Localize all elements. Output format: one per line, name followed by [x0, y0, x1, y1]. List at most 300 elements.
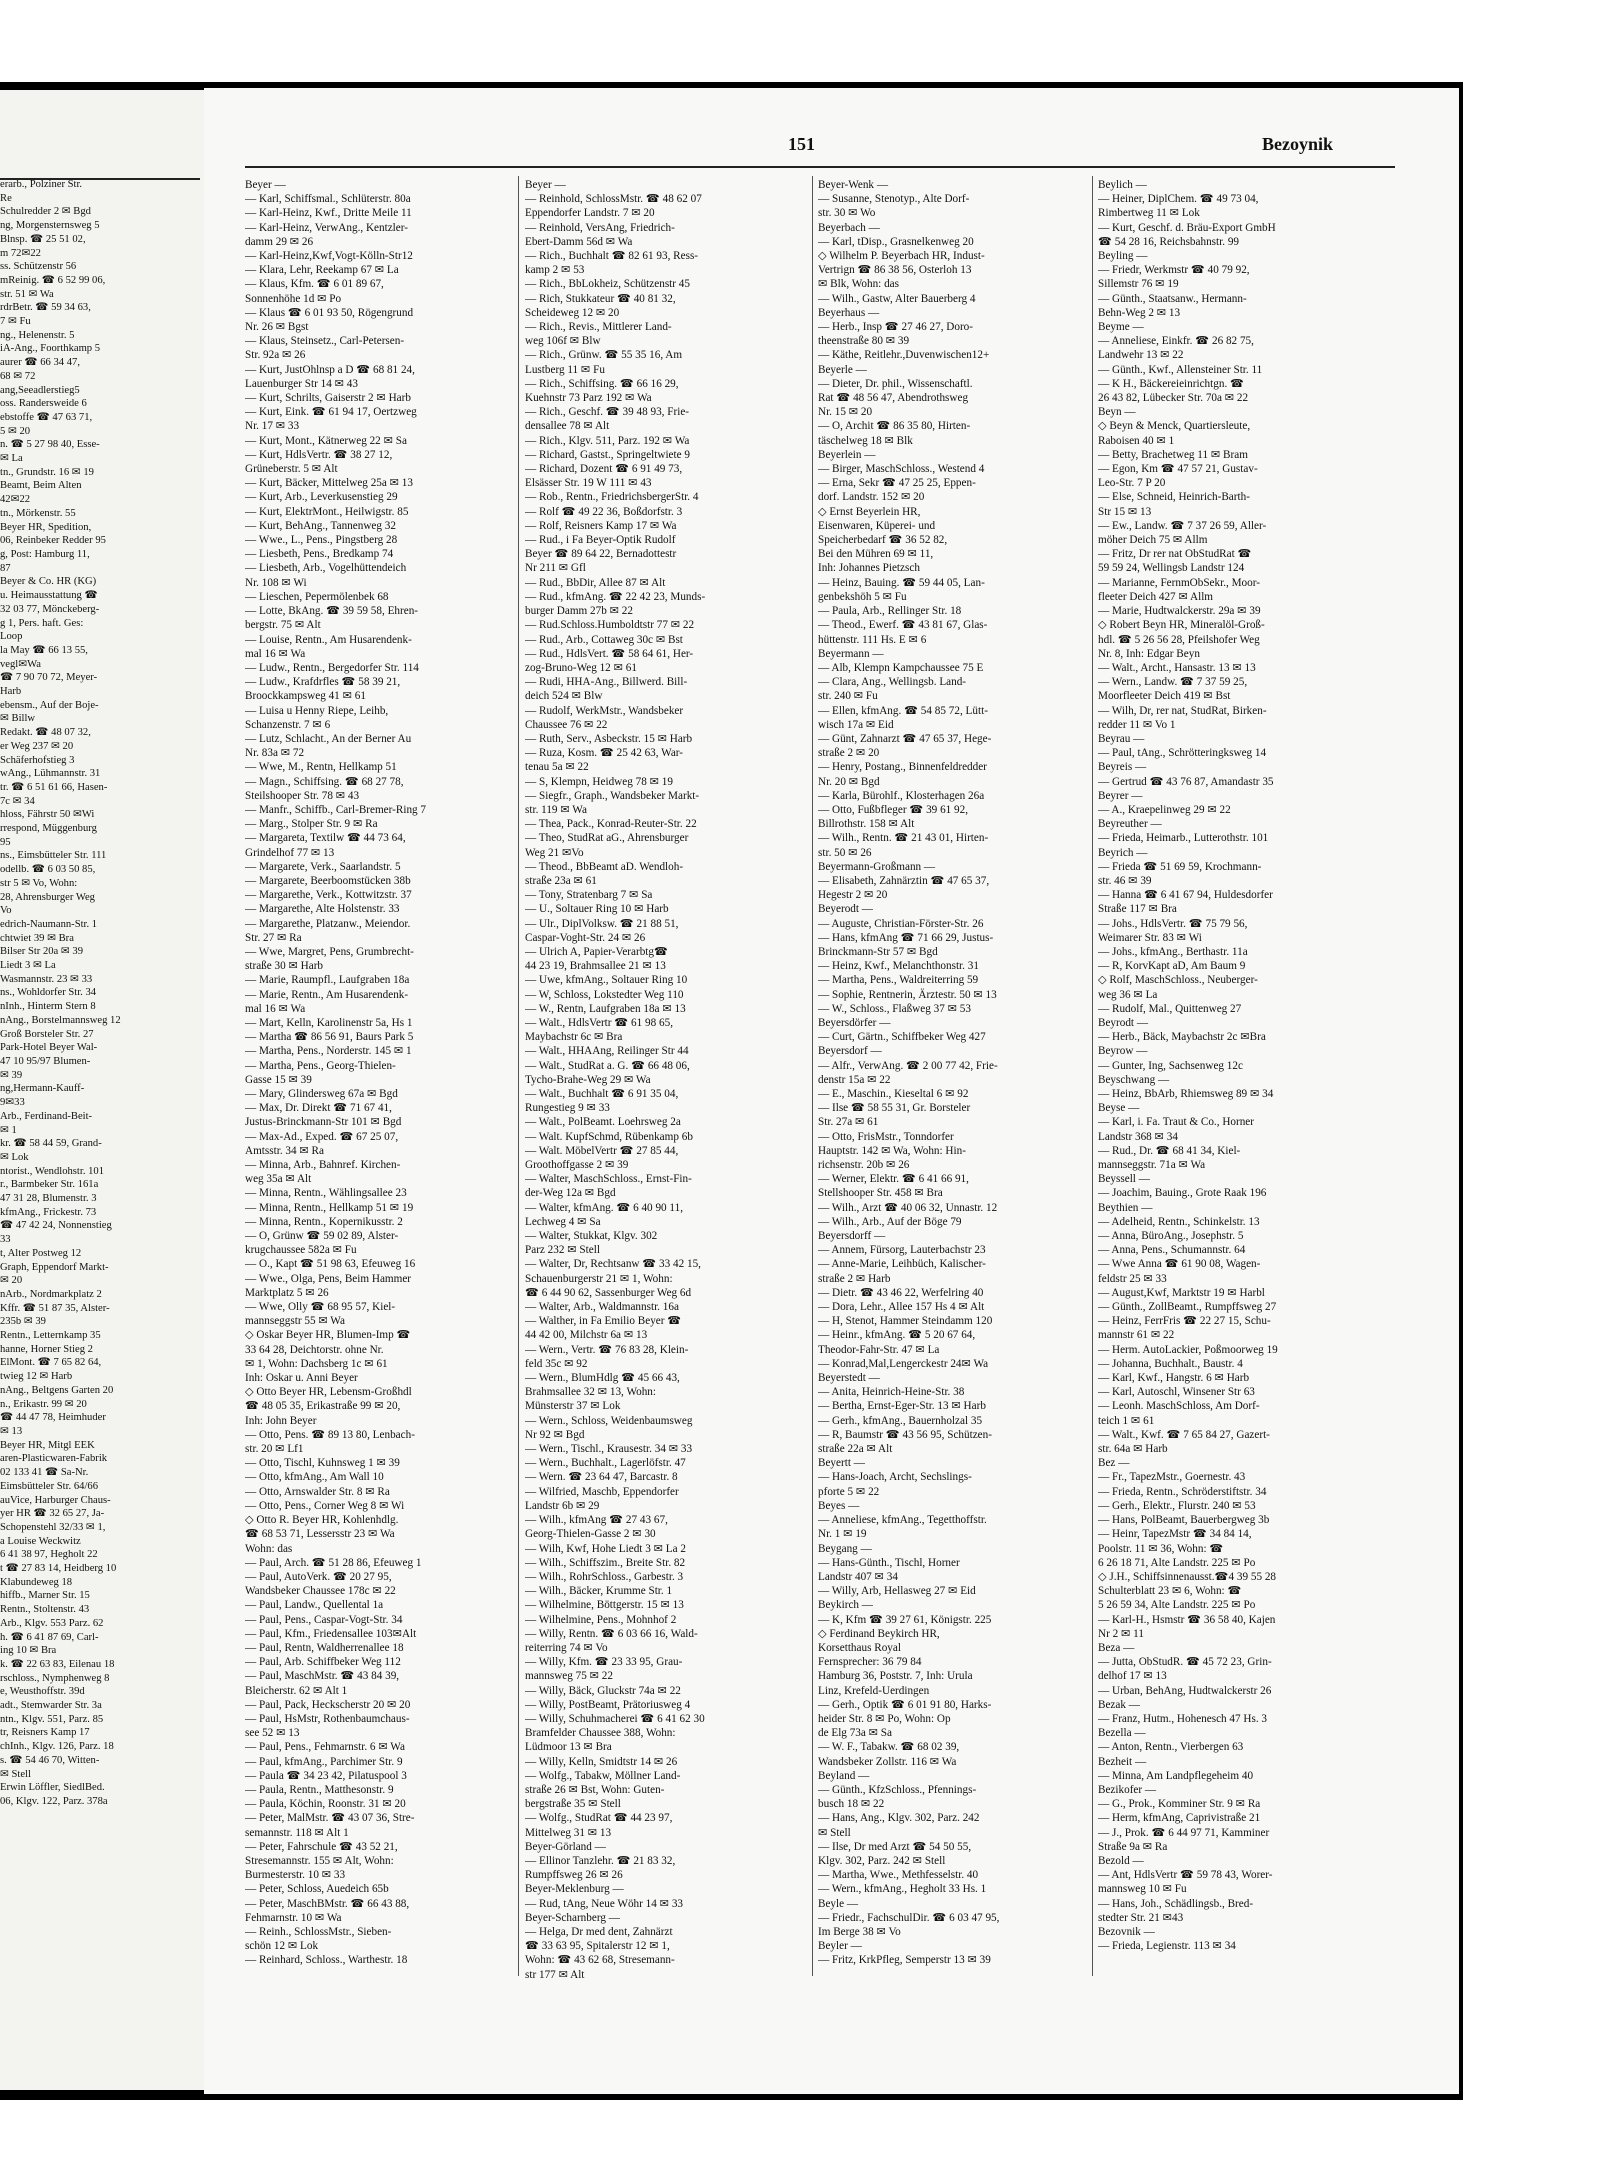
left-page-line: vegl✉Wa: [0, 658, 41, 670]
directory-entry-line: Beyer-Görland —: [525, 1840, 606, 1853]
directory-entry-line: — Margarethe, Platzanw., Meiendor.: [245, 917, 411, 930]
directory-entry-line: Nr. 1 ✉ 19: [818, 1528, 867, 1541]
directory-entry-line: Hauptstr. 142 ✉ Wa, Wohn: Hin-: [818, 1144, 966, 1157]
column-divider: [812, 176, 813, 1976]
directory-entry-line: — Walt., HdlsVertr ☎ 61 98 65,: [525, 1016, 673, 1029]
header-rule: [245, 166, 1395, 168]
directory-entry-line: de Elg 73a ✉ Sa: [818, 1727, 892, 1740]
directory-entry-line: — Anna, Pens., Schumannstr. 64: [1098, 1244, 1246, 1257]
left-page-line: Park-Hotel Beyer Wal-: [0, 1042, 98, 1054]
directory-entry-line: — Rich., Schiffsing. ☎ 66 16 29,: [525, 377, 679, 390]
directory-entry-line: richsenstr. 20b ✉ 26: [818, 1159, 910, 1172]
left-page-fragment: [0, 90, 215, 2090]
page-headword: Bezoynik: [1262, 134, 1334, 154]
directory-entry-line: — Heinr., kfmAng. ☎ 5 20 67 64,: [818, 1329, 976, 1342]
directory-entry-line: — Karla, Bürohlf., Klosterhagen 26a: [818, 789, 985, 802]
directory-entry-line: — Lieschen, Pepermölenbek 68: [245, 590, 389, 603]
left-page-line: 6 41 38 97, Hegholt 22: [0, 1549, 98, 1561]
directory-entry-line: — Wwe., Olga, Pens, Beim Hammer: [245, 1272, 412, 1285]
directory-entry-line: ✉ Stell: [818, 1826, 851, 1839]
directory-entry-line: Beyme —: [1098, 321, 1144, 334]
directory-entry-line: — Peter, MalMstr. ☎ 43 07 36, Stre-: [245, 1812, 415, 1825]
directory-entry-line: Wandsbeker Zollstr. 116 ✉ Wa: [818, 1755, 957, 1768]
left-page-line: Schulredder 2 ✉ Bgd: [0, 206, 91, 218]
directory-entry-line: Nr. 26 ✉ Bgst: [245, 321, 309, 334]
directory-entry-line: Schanzenstr. 7 ✉ 6: [245, 718, 331, 731]
directory-entry-line: — Frieda ☎ 51 69 59, Krochmann-: [1098, 860, 1262, 873]
directory-entry-line: — Rud., HdlsVert. ☎ 58 64 61, Her-: [525, 647, 694, 660]
directory-entry-line: — Wilh., kfmAng ☎ 27 43 67,: [525, 1514, 668, 1527]
directory-entry-line: Fehmarnstr. 10 ✉ Wa: [245, 1911, 342, 1924]
directory-entry-line: — Rud., Dr. ☎ 68 41 34, Kiel-: [1098, 1144, 1241, 1157]
directory-entry-line: — Willy, Arb, Hellasweg 27 ✉ Eid: [818, 1585, 976, 1598]
directory-entry-line: — Martha, Pens., Waldreiterring 59: [818, 974, 979, 987]
left-page-line: ang,Seeadlerstieg5: [0, 384, 80, 396]
directory-entry-line: — Fritz, Dr rer nat ObStudRat ☎: [1098, 548, 1252, 561]
directory-entry-line: — Reinhard, Schloss., Warthestr. 18: [245, 1954, 408, 1967]
directory-entry-line: denstr 15a ✉ 22: [818, 1073, 891, 1086]
directory-entry-line: — Franz, Hutm., Hohenesch 47 Hs. 3: [1098, 1712, 1268, 1725]
directory-entry-line: — A., Kraepelinweg 29 ✉ 22: [1098, 803, 1231, 816]
directory-entry-line: Brinckmann-Str 57 ✉ Bgd: [818, 945, 938, 958]
directory-entry-line: Beyer-Meklenburg —: [525, 1883, 624, 1896]
directory-entry-line: — Reinh., SchlossMstr., Sieben-: [245, 1925, 392, 1938]
directory-entry-line: straße 30 ✉ Harb: [245, 960, 324, 973]
directory-entry-line: — Karl, Autoschl, Winsener Str 63: [1098, 1386, 1255, 1399]
directory-entry-line: — August,Kwf, Marktstr 19 ✉ Harbl: [1098, 1286, 1265, 1299]
directory-entry-line: ☎ 48 05 35, Erikastraße 99 ✉ 20,: [245, 1400, 401, 1413]
directory-entry-line: — Willy, Kelln, Smidtstr 14 ✉ 26: [525, 1755, 678, 1768]
directory-entry-line: — Wilh, Kwf, Hohe Liedt 3 ✉ La 2: [525, 1542, 686, 1555]
left-page-line: Redakt. ☎ 48 07 32,: [0, 727, 91, 739]
directory-entry-line: — Wern., Schloss, Weidenbaumsweg: [525, 1414, 693, 1427]
directory-entry-line: Bezold —: [1098, 1854, 1144, 1867]
directory-entry-line: — Fr., TapezMstr., Goernestr. 43: [1098, 1471, 1246, 1484]
directory-entry-line: straße 26 ✉ Bst, Wohn: Guten-: [525, 1783, 665, 1796]
directory-entry-line: Weimarer Str. 83 ✉ Wi: [1098, 931, 1202, 944]
directory-entry-line: feld 35c ✉ 92: [525, 1357, 588, 1370]
directory-entry-line: Landwehr 13 ✉ 22: [1098, 349, 1184, 362]
directory-entry-line: — Marianne, FernmObSekr., Moor-: [1098, 576, 1260, 589]
left-page-line: Liedt 3 ✉ La: [0, 960, 56, 972]
directory-entry-line: — Max, Dr. Direkt ☎ 71 67 41,: [245, 1102, 392, 1115]
directory-entry-line: — Wern., Tischl., Krausestr. 34 ✉ 33: [525, 1443, 693, 1456]
left-page-line: ng,Hermann-Kauff-: [0, 1083, 85, 1095]
directory-entry-line: Korsetthaus Royal: [818, 1641, 901, 1654]
directory-entry-line: Beyersdorf —: [818, 1045, 882, 1058]
directory-entry-line: Stresemannstr. 155 ✉ Alt, Wohn:: [245, 1854, 394, 1867]
directory-entry-line: — Willy, Bäck, Gluckstr 74a ✉ 22: [525, 1684, 681, 1697]
left-page-line: a Louise Weckwitz: [0, 1535, 81, 1547]
directory-entry-line: — Wwe Anna ☎ 61 90 08, Wagen-: [1098, 1258, 1261, 1271]
directory-entry-line: — Susanne, Stenotyp., Alte Dorf-: [818, 193, 970, 206]
directory-entry-line: Groothoffgasse 2 ✉ 39: [525, 1159, 629, 1172]
directory-entry-line: — Kurt, ElektrMont., Heilwigstr. 85: [245, 505, 409, 518]
directory-entry-line: — Dietr. ☎ 43 46 22, Werfelring 40: [818, 1286, 984, 1299]
directory-entry-line: ☎ 33 63 95, Spitalerstr 12 ✉ 1,: [525, 1940, 670, 1953]
directory-entry-line: 44 23 19, Brahmsallee 21 ✉ 13: [525, 960, 666, 973]
directory-entry-line: genbekshöh 5 ✉ Fu: [818, 590, 907, 603]
directory-entry-line: — Karl-H., Hsmstr ☎ 36 58 40, Kajen: [1098, 1613, 1276, 1626]
directory-entry-line: — Walter, Stukkat, Klgv. 302: [525, 1230, 658, 1243]
directory-entry-line: redder 11 ✉ Vo 1: [1098, 718, 1176, 731]
left-page-line: ✉ Stell: [0, 1768, 31, 1780]
directory-entry-line: — Gerh., Elektr., Flurstr. 240 ✉ 53: [1098, 1499, 1256, 1512]
directory-entry-line: — Wilfried, Maschb, Eppendorfer: [525, 1485, 679, 1498]
left-page-line: Eimsbütteler Str. 64/66: [0, 1480, 98, 1492]
left-page-line: ✉ 13: [0, 1425, 23, 1437]
directory-entry-line: — Kurt, Eink. ☎ 61 94 17, Oertzweg: [245, 406, 417, 419]
directory-entry-line: — Rolf, Reisners Kamp 17 ✉ Wa: [525, 519, 677, 532]
directory-entry-line: Landstr 407 ✉ 34: [818, 1570, 898, 1583]
directory-entry-line: delhof 17 ✉ 13: [1098, 1670, 1167, 1683]
directory-entry-line: Georg-Thielen-Gasse 2 ✉ 30: [525, 1528, 656, 1541]
directory-entry-line: — Gerh., kfmAng., Bauernholzal 35: [818, 1414, 983, 1427]
directory-entry-line: straße 23a ✉ 61: [525, 874, 597, 887]
directory-entry-line: — Paul, HsMstr, Rothenbaumchaus-: [245, 1712, 410, 1725]
directory-entry-line: Bezikofer —: [1098, 1783, 1157, 1796]
directory-entry-line: — Margareta, Textilw ☎ 44 73 64,: [245, 832, 406, 845]
directory-entry-line: — Günt, Zahnarzt ☎ 47 65 37, Hege-: [818, 732, 992, 745]
directory-entry-line: — Günth., Kwf., Allensteiner Str. 11: [1098, 363, 1263, 376]
directory-entry-line: — Rolf ☎ 49 22 36, Boßdorfstr. 3: [525, 505, 683, 518]
left-page-line: Re: [0, 192, 12, 204]
left-page-line: twieg 12 ✉ Harb: [0, 1371, 73, 1383]
left-page-line: Beamt, Beim Alten: [0, 480, 82, 492]
left-page-line: Schopenstehl 32/33 ✉ 1,: [0, 1521, 106, 1533]
directory-entry-line: Tycho-Brahe-Weg 29 ✉ Wa: [525, 1073, 651, 1086]
directory-entry-line: — Hanna ☎ 6 41 67 94, Huldesdorfer: [1098, 889, 1273, 902]
left-page-line: n. ☎ 5 27 98 40, Esse-: [0, 439, 100, 451]
directory-column-3: [818, 178, 1073, 1978]
directory-entry-line: — K, Kfm ☎ 39 27 61, Königstr. 225: [818, 1613, 992, 1626]
directory-entry-line: — W., Schloss., Flaßweg 37 ✉ 53: [818, 1002, 971, 1015]
directory-entry-line: — Ellen, kfmAng. ☎ 54 85 72, Lütt-: [818, 704, 988, 717]
directory-entry-line: — Wilh., Bäcker, Krumme Str. 1: [525, 1585, 673, 1598]
directory-entry-line: — Frieda, Heimarb., Lutterothstr. 101: [1098, 832, 1269, 845]
directory-entry-line: — Else, Schneid, Heinrich-Barth-: [1098, 491, 1250, 504]
directory-entry-line: Straße 117 ✉ Bra: [1098, 903, 1177, 916]
left-page-line: aurer ☎ 66 34 47,: [0, 357, 80, 369]
directory-entry-line: — Liesbeth, Pens., Bredkamp 74: [245, 548, 394, 561]
directory-entry-line: — Walter, kfmAng. ☎ 6 40 90 11,: [525, 1201, 684, 1214]
directory-entry-line: — Wilh, Dr, rer nat, StudRat, Birken-: [1098, 704, 1267, 717]
directory-entry-line: — Rich., Klgv. 511, Parz. 192 ✉ Wa: [525, 434, 690, 447]
directory-entry-line: — Heiner, DiplChem. ☎ 49 73 04,: [1098, 193, 1259, 206]
directory-entry-line: — Martha, Pens., Norderstr. 145 ✉ 1: [245, 1045, 412, 1058]
directory-entry-line: fleeter Deich 427 ✉ Allm: [1098, 590, 1213, 603]
directory-entry-line: — Thea, Pack., Konrad-Reuter-Str. 22: [525, 818, 697, 831]
left-page-line: ✉ 1: [0, 1124, 17, 1136]
directory-entry-line: ☎ 68 53 71, Lessersstr 23 ✉ Wa: [245, 1528, 395, 1541]
left-page-line: str. 51 ✉ Wa: [0, 288, 54, 300]
directory-entry-line: — Heinz, Bauing. ☎ 59 44 05, Lan-: [818, 576, 985, 589]
directory-entry-line: feldstr 25 ✉ 33: [1098, 1272, 1167, 1285]
directory-entry-line: — Mary, Glindersweg 67a ✉ Bgd: [245, 1088, 398, 1100]
left-page-line: Graph, Eppendorf Markt-: [0, 1261, 109, 1273]
directory-entry-line: Str. 27 ✉ Ra: [245, 931, 302, 944]
directory-entry-line: — W. F., Tabakw. ☎ 68 02 39,: [818, 1741, 960, 1754]
directory-entry-line: Klgv. 302, Parz. 242 ✉ Stell: [818, 1854, 946, 1867]
directory-entry-line: — Ellinor Tanzlehr. ☎ 21 83 32,: [525, 1854, 676, 1867]
directory-entry-line: Maybachstr 6c ✉ Bra: [525, 1031, 623, 1044]
directory-entry-line: — Rudolf, WerkMstr., Wandsbeker: [525, 704, 684, 717]
directory-entry-line: — Walter, Arb., Waldmannstr. 16a: [525, 1301, 679, 1314]
left-page-line: tr. ☎ 6 51 61 66, Hasen-: [0, 781, 108, 793]
directory-entry-line: — Fritz, KrkPfleg, Semperstr 13 ✉ 39: [818, 1954, 991, 1967]
left-page-line: wAng., Lühmannstr. 31: [0, 768, 101, 780]
directory-entry-line: Inh: Oskar u. Anni Beyer: [245, 1372, 358, 1385]
directory-entry-line: ◇ Beyn & Menck, Quartiersleute,: [1098, 420, 1251, 433]
directory-entry-line: — Helga, Dr med dent, Zahnärzt: [525, 1925, 673, 1938]
directory-entry-line: — Elisabeth, Zahnärztin ☎ 47 65 37,: [818, 874, 990, 887]
left-page-line: e, Weusthoffstr. 39d: [0, 1686, 85, 1698]
left-page-line: Rentn., Letternkamp 35: [0, 1330, 101, 1342]
directory-entry-line: Beyes —: [818, 1499, 860, 1512]
directory-entry-line: — Erna, Sekr ☎ 47 25 25, Eppen-: [818, 477, 976, 490]
directory-entry-line: Nr. 20 ✉ Bgd: [818, 775, 880, 788]
directory-entry-line: — Annem, Fürsorg, Lauterbachstr 23: [818, 1244, 986, 1257]
directory-entry-line: — Wilhelmine, Böttgerstr. 15 ✉ 13: [525, 1599, 684, 1612]
directory-entry-line: — Günth., KfzSchloss., Pfennings-: [818, 1783, 977, 1796]
directory-entry-line: — Wilh., Arb., Auf der Böge 79: [818, 1215, 962, 1228]
left-page-line: Blnsp. ☎ 25 51 02,: [0, 233, 86, 245]
directory-entry-line: Rungestieg 9 ✉ 33: [525, 1102, 610, 1115]
left-page-line: hanne, Horner Stieg 2: [0, 1343, 93, 1355]
directory-entry-line: — Ruth, Serv., Asbeckstr. 15 ✉ Harb: [525, 732, 693, 745]
left-page-line: 02 133 41 ☎ Sa-Nr.: [0, 1467, 89, 1479]
left-page-line: nAng., Beltgens Garten 20: [0, 1384, 114, 1396]
directory-entry-line: — Paul, Pens., Fehmarnstr. 6 ✉ Wa: [245, 1741, 405, 1754]
directory-entry-line: — Heinr, TapezMstr ☎ 34 84 14,: [1098, 1528, 1252, 1541]
left-page-line: Groß Borsteler Str. 27: [0, 1028, 94, 1040]
directory-entry-line: zog-Bruno-Weg 12 ✉ 61: [525, 661, 637, 674]
directory-entry-line: — Wolfg., StudRat ☎ 44 23 97,: [525, 1812, 673, 1825]
directory-entry-line: Beyle —: [818, 1897, 859, 1910]
directory-entry-line: — Karl, Kwf., Hangstr. 6 ✉ Harb: [1098, 1372, 1250, 1385]
directory-entry-line: ◇ Rolf, MaschSchloss., Neuberger-: [1098, 974, 1258, 987]
directory-entry-line: Beyreis —: [1098, 761, 1147, 774]
directory-entry-line: — Max-Ad., Exped. ☎ 67 25 07,: [245, 1130, 399, 1143]
directory-entry-line: Caspar-Voght-Str. 24 ✉ 26: [525, 931, 646, 944]
directory-entry-line: — Kurt, Mont., Kätnerweg 22 ✉ Sa: [245, 434, 407, 447]
left-page-line: ntn., Klgv. 551, Parz. 85: [0, 1713, 104, 1725]
directory-entry-line: pforte 5 ✉ 22: [818, 1485, 880, 1498]
directory-entry-line: Beyssell —: [1098, 1173, 1150, 1186]
left-page-line: 42✉22: [0, 494, 31, 506]
directory-entry-line: — Kurt, Bäcker, Mittelweg 25a ✉ 13: [245, 477, 413, 490]
directory-entry-line: — Anne-Marie, Leihbüch, Kalischer-: [818, 1258, 986, 1271]
directory-column-1: [245, 178, 500, 1978]
directory-entry-line: — Ilse, Dr med Arzt ☎ 54 50 55,: [818, 1840, 972, 1853]
directory-entry-line: — Paul, Kfm., Friedensallee 103✉Alt: [245, 1627, 417, 1640]
directory-entry-line: — Alfr., VerwAng. ☎ 2 00 77 42, Frie-: [818, 1059, 998, 1072]
directory-entry-line: — Rud., kfmAng. ☎ 22 42 23, Munds-: [525, 590, 706, 603]
directory-entry-line: — Alb, Klempn Kampchaussee 75 E: [818, 661, 984, 674]
directory-entry-line: str. 20 ✉ Lf1: [245, 1443, 304, 1456]
directory-entry-line: Leo-Str. 7 P 20: [1098, 477, 1166, 490]
directory-entry-line: — Otto, Pens., Corner Weg 8 ✉ Wi: [245, 1499, 405, 1512]
directory-entry-line: Beyrau —: [1098, 732, 1145, 745]
directory-entry-line: — Johs., HdlsVertr. ☎ 75 79 56,: [1098, 917, 1248, 930]
directory-entry-line: ◇ Wilhelm P. Beyerbach HR, Indust-: [818, 250, 985, 263]
directory-entry-line: Broockkampsweg 41 ✉ 61: [245, 690, 366, 703]
directory-entry-line: — Hans, kfmAng ☎ 71 66 29, Justus-: [818, 931, 994, 944]
directory-entry-line: Beyertt —: [818, 1457, 865, 1470]
directory-entry-line: Beyn —: [1098, 406, 1136, 419]
directory-entry-line: — Paula, Köchin, Roonstr. 31 ✉ 20: [245, 1798, 406, 1811]
directory-entry-line: Schulterblatt 23 ✉ 6, Wohn: ☎: [1098, 1585, 1242, 1598]
directory-entry-line: — Urban, BehAng, Hudtwalckerstr 26: [1098, 1684, 1272, 1697]
directory-entry-line: Speicherbedarf ☎ 36 52 82,: [818, 534, 948, 547]
directory-entry-line: Beyler —: [818, 1940, 862, 1953]
directory-entry-line: — Betty, Brachetweg 11 ✉ Bram: [1098, 448, 1248, 461]
directory-entry-line: Sonnenhöhe 1d ✉ Po: [245, 292, 342, 305]
directory-entry-line: mannseggstr 55 ✉ Wa: [245, 1315, 345, 1328]
directory-entry-line: weg 35a ✉ Alt: [245, 1173, 312, 1186]
directory-entry-line: Lustberg 11 ✉ Fu: [525, 363, 605, 376]
directory-entry-line: Poolstr. 11 ✉ 36, Wohn: ☎: [1098, 1542, 1224, 1555]
directory-entry-line: Parz 232 ✉ Stell: [525, 1244, 600, 1257]
directory-entry-line: — Birger, MaschSchloss., Westend 4: [818, 463, 985, 476]
directory-entry-line: — Wern., Buchhalt., Lagerlöfstr. 47: [525, 1457, 686, 1470]
directory-entry-line: — Lutz, Schlacht., An der Berner Au: [245, 732, 412, 745]
directory-entry-line: — Wilh., Schiffszim., Breite Str. 82: [525, 1556, 686, 1569]
directory-entry-line: — Gertrud ☎ 43 76 87, Amandastr 35: [1098, 775, 1274, 788]
directory-entry-line: täschelweg 18 ✉ Blk: [818, 434, 913, 447]
directory-entry-line: — Walt. MöbelVertr ☎ 27 85 44,: [525, 1144, 679, 1157]
directory-entry-line: — Willy, Rentn. ☎ 6 03 66 16, Wald-: [525, 1627, 698, 1640]
left-page-line: Loop: [0, 631, 23, 643]
left-page-line: Wasmannstr. 23 ✉ 33: [0, 973, 93, 985]
directory-entry-line: Beyer-Scharnberg —: [525, 1911, 620, 1924]
directory-entry-line: Nr. 17 ✉ 33: [245, 420, 300, 433]
directory-entry-line: Beyer —: [525, 179, 566, 191]
left-page-line: Beyer & Co. HR (KG): [0, 576, 97, 588]
directory-entry-line: — Walt., Archt., Hansastr. 13 ✉ 13: [1098, 661, 1256, 674]
directory-entry-line: — Karl, tDisp., Grasnelkenweg 20: [818, 235, 974, 248]
directory-entry-line: — Willy, PostBeamt, Prätoriusweg 4: [525, 1698, 691, 1711]
directory-entry-line: Lechweg 4 ✉ Sa: [525, 1215, 601, 1228]
left-page-line: Bilser Str 20a ✉ 39: [0, 946, 84, 958]
left-page-line: kfmAng., Frickestr. 73: [0, 1206, 97, 1218]
left-page-line: ✉ Billw: [0, 713, 36, 725]
directory-entry-line: ◇ Ferdinand Beykirch HR,: [818, 1627, 940, 1640]
left-page-line: ✉ 39: [0, 1069, 23, 1081]
directory-entry-line: Eisenwaren, Küperei- und: [818, 519, 936, 532]
directory-entry-line: — Gunter, Ing, Sachsenweg 12c: [1098, 1059, 1243, 1072]
directory-entry-line: — S, Klempn, Heidweg 78 ✉ 19: [525, 775, 673, 788]
directory-entry-line: — Otto, FrisMstr., Tonndorfer: [818, 1130, 954, 1143]
directory-entry-line: — Paul, kfmAng., Parchimer Str. 9: [245, 1755, 403, 1768]
directory-entry-line: semannstr. 118 ✉ Alt 1: [245, 1826, 349, 1839]
left-page-column: [0, 178, 205, 1809]
directory-entry-line: — Herm. AutoLackier, Poßmoorweg 19: [1098, 1343, 1278, 1356]
directory-entry-line: — Werner, Elektr. ☎ 6 41 66 91,: [818, 1173, 969, 1186]
directory-entry-line: — Kurt, Schrilts, Gaiserstr 2 ✉ Harb: [245, 392, 411, 405]
directory-entry-line: — Frieda, Rentn., Schröderstiftstr. 34: [1098, 1485, 1267, 1498]
directory-entry-line: — Gerh., Optik ☎ 6 01 91 80, Harks-: [818, 1698, 992, 1711]
directory-entry-line: Beygang —: [818, 1542, 872, 1555]
left-page-line: edrich-Naumann-Str. 1: [0, 918, 98, 930]
directory-entry-line: — Paul, tAng., Schrötteringksweg 14: [1098, 747, 1267, 760]
directory-entry-line: Beyer ☎ 89 64 22, Bernadottestr: [525, 548, 677, 561]
directory-entry-line: theenstraße 80 ✉ 39: [818, 335, 910, 348]
left-page-line: Harb: [0, 686, 22, 698]
directory-entry-line: — Siegfr., Graph., Wandsbeker Markt-: [525, 789, 700, 802]
directory-entry-line: Wandsbeker Chaussee 178c ✉ 22: [245, 1585, 396, 1598]
directory-entry-line: — Richard, Dozent ☎ 6 91 49 73,: [525, 463, 683, 476]
directory-entry-line: — Marie, Hudtwalckerstr. 29a ✉ 39: [1098, 605, 1261, 618]
left-page-line: Beyer HR, Mitgl EEK: [0, 1439, 95, 1451]
left-page-line: Erwin Löffler, SiedlBed.: [0, 1782, 105, 1794]
directory-entry-line: Bezella —: [1098, 1727, 1146, 1740]
directory-entry-line: Grüneberstr. 5 ✉ Alt: [245, 463, 338, 476]
directory-entry-line: dorf. Landstr. 152 ✉ 20: [818, 491, 925, 504]
directory-entry-line: mannstr 61 ✉ 22: [1098, 1329, 1175, 1342]
left-page-line: n., Erikastr. 99 ✉ 20: [0, 1398, 87, 1410]
directory-entry-line: — Magn., Schiffsing. ☎ 68 27 78,: [245, 775, 404, 788]
directory-entry-line: — Walter, MaschSchloss., Ernst-Fin-: [525, 1173, 692, 1186]
directory-entry-line: der-Weg 12a ✉ Bgd: [525, 1187, 616, 1200]
left-page-line: k. ☎ 22 63 83, Eilenau 18: [0, 1658, 115, 1670]
directory-entry-line: ◇ Robert Beyn HR, Mineralöl-Groß-: [1098, 619, 1265, 632]
directory-entry-line: — Rich., BbLokheiz, Schützenstr 45: [525, 278, 690, 291]
directory-entry-line: — Klaus, Steinsetz., Carl-Petersen-: [245, 335, 405, 348]
directory-entry-line: — Paul, MaschMstr. ☎ 43 84 39,: [245, 1670, 400, 1683]
directory-entry-line: Bezak —: [1098, 1698, 1140, 1711]
page-number: 151: [788, 134, 815, 154]
directory-entry-line: — Ludw., Rentn., Bergedorfer Str. 114: [245, 661, 419, 674]
directory-entry-line: — Margarete, Beerboomstücken 38b: [245, 874, 411, 887]
directory-entry-line: Beyer-Wenk —: [818, 179, 889, 191]
directory-entry-line: — Karl, Schiffsmal., Schlüterstr. 80a: [245, 193, 411, 206]
directory-entry-line: teich 1 ✉ 61: [1098, 1414, 1155, 1427]
left-page-line: ebensm., Auf der Boje-: [0, 699, 99, 711]
directory-entry-line: — Joachim, Bauing., Grote Raak 196: [1098, 1187, 1267, 1200]
left-page-line: ☎ 7 90 70 72, Meyer-: [0, 672, 98, 684]
directory-entry-line: Beyerodt —: [818, 903, 873, 916]
directory-entry-line: — Wilh., Gastw, Alter Bauerberg 4: [818, 292, 976, 305]
directory-entry-line: Landstr 6b ✉ 29: [525, 1499, 600, 1512]
directory-entry-line: — Manfr., Schiffb., Carl-Bremer-Ring 7: [245, 803, 427, 816]
left-page-line: ntorist., Wendlohstr. 101: [0, 1165, 105, 1177]
directory-entry-line: Bezovnik —: [1098, 1925, 1155, 1938]
directory-entry-line: Beyersdörfer —: [818, 1016, 891, 1029]
directory-entry-line: reiterring 74 ✉ Vo: [525, 1641, 608, 1654]
directory-entry-line: — Paula, Rentn., Matthesonstr. 9: [245, 1783, 394, 1796]
left-page-line: g, Post: Hamburg 11,: [0, 548, 90, 560]
directory-entry-line: — O, Archit ☎ 86 35 80, Hirten-: [818, 420, 971, 433]
column-divider: [518, 176, 519, 1976]
directory-entry-line: Beyer —: [245, 179, 286, 191]
directory-entry-line: ✉ Blk, Wohn: das: [818, 278, 899, 291]
directory-entry-line: straße 2 ✉ 20: [818, 747, 880, 760]
directory-entry-line: Beylich —: [1098, 179, 1147, 191]
directory-entry-line: Rimbertweg 11 ✉ Lok: [1098, 207, 1200, 220]
left-page-line: auVice, Harburger Chaus-: [0, 1494, 111, 1506]
directory-entry-line: ◇ J.H., Schiffsinnenausst.☎4 39 55 28: [1098, 1570, 1277, 1583]
directory-entry-line: — Konrad,Mal,Lengerckestr 24✉ Wa: [818, 1357, 989, 1370]
directory-entry-line: Bezheit —: [1098, 1755, 1147, 1768]
directory-entry-line: — Wwe, Margret, Pens, Grumbrecht-: [245, 945, 414, 958]
directory-entry-line: Beyling —: [1098, 250, 1148, 263]
directory-entry-line: bergstr. 75 ✉ Alt: [245, 619, 321, 632]
left-page-line: kr. ☎ 58 44 59, Grand-: [0, 1138, 102, 1150]
left-page-line: 235b ✉ 39: [0, 1316, 46, 1328]
directory-entry-line: — K H., Bäckereieinrichtgn. ☎: [1098, 377, 1244, 390]
directory-entry-line: bergstraße 35 ✉ Stell: [525, 1798, 621, 1811]
